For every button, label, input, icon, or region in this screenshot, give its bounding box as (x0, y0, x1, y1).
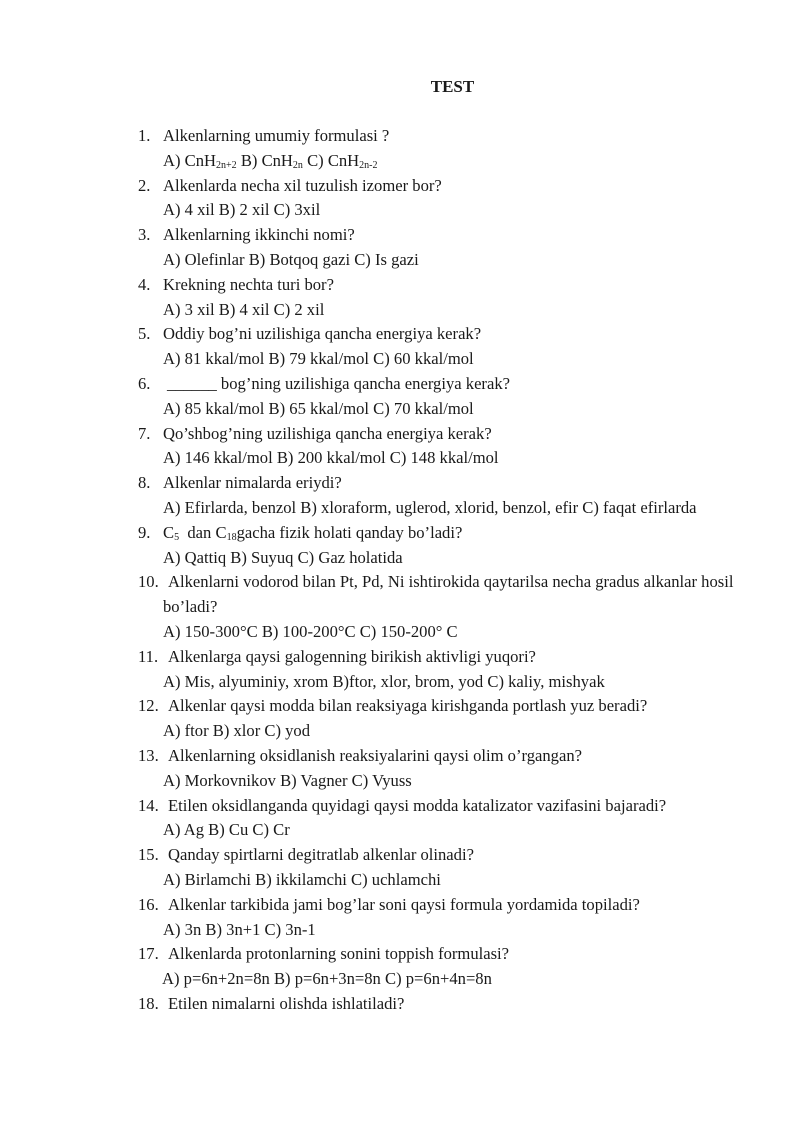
question-7 (138, 422, 758, 447)
question-number: 3. (138, 225, 151, 245)
question-text: ______ bog’ning uzilishiga qancha energiya kerak? (167, 373, 510, 393)
question-number: 12. (138, 696, 159, 716)
question-text: Alkenlarda protonlarning sonini toppish formulasi? (168, 944, 510, 964)
question-text: Alkenlar tarkibida jami bog’lar soni qaysi formula yordamida topiladi? (168, 894, 640, 914)
question-number: 15. (138, 845, 159, 865)
formula-c: CnH (327, 150, 360, 170)
formula-b: CnH (261, 150, 293, 170)
question-text: Alkenlarning oksidlanish reaksiyalarini qaysi olim o’rgangan? (168, 745, 582, 765)
question-number: 14. (138, 795, 159, 815)
question-11 (138, 645, 758, 670)
answer-options-10: A) 150-300°C B) 100-200°C C) 150-200° C (163, 621, 458, 641)
question-16 (138, 893, 758, 918)
question-number: 2. (138, 175, 151, 195)
question-8 (138, 471, 758, 496)
question-number: 5. (138, 324, 151, 344)
answer-options-8: A) Efirlarda, benzol B) xloraform, uglerod, xlorid, benzol, efir C) faqat efirlarda (163, 497, 697, 517)
question-text: Alkenlarga qaysi galogenning birikish aktivligi yuqori? (168, 646, 536, 666)
question-text: Qo’shbog’ning uzilishiga qancha energiya kerak? (163, 423, 492, 443)
question-4 (138, 273, 758, 298)
answer-options-11: A) Mis, alyuminiy, xrom B)ftor, xlor, brom, yod C) kaliy, mishyak (163, 671, 605, 691)
formula-a: CnH (184, 150, 217, 170)
question-number: 8. (138, 473, 151, 493)
question-text: $C_5$ dan $C_{18}gacha$ fizik holati qanday bo’ladi? (163, 522, 463, 543)
fill-in-blank: ______ (167, 373, 217, 393)
answer-options-1: A) CnH$_{2n+2}$ B) CnH$_{2n}$ C) CnH$_{2n-2}$ (163, 150, 378, 171)
question-5 (138, 322, 758, 347)
question-number: 11. (138, 646, 159, 666)
question-number: 18. (138, 993, 159, 1013)
answer-options-5: A) 81 kkal/mol B) 79 kkal/mol C) 60 kkal/mol (163, 349, 474, 369)
question-text: Etilen nimalarni olishda ishlatiladi? (168, 993, 405, 1013)
question-number: 4. (138, 274, 151, 294)
answer-options-4: A) 3 xil B) 4 xil C) 2 xil (163, 299, 325, 319)
question-number: 7. (138, 423, 151, 443)
question-number: 9. (138, 522, 151, 542)
question-13 (138, 744, 758, 769)
question-text: Qanday spirtlarni degitratlab alkenlar olinadi? (168, 845, 474, 865)
answer-options-2: A) 4 xil B) 2 xil C) 3xil (163, 200, 321, 220)
question-number: 6. (138, 373, 151, 393)
answer-options-15: A) Birlamchi B) ikkilamchi C) uchlamchi (163, 869, 441, 889)
question-text: Oddiy bog’ni uzilishiga qancha energiya kerak? (163, 324, 482, 344)
answer-options-3: A) Olefinlar B) Botqoq gazi C) Is gazi (163, 249, 419, 269)
question-number: 1. (138, 126, 151, 145)
question-text: Alkenlarning umumiy formulasi ? (163, 126, 390, 145)
question-10 (138, 570, 758, 620)
question-14 (138, 794, 758, 819)
question-number: 16. (138, 894, 159, 914)
question-number: 13. (138, 745, 159, 765)
question-text: Alkenlar qaysi modda bilan reaksiyaga kirishganda portlash yuz beradi? (168, 696, 648, 716)
question-list (138, 124, 758, 1017)
question-text: Alkenlarni vodorod bilan Pt, Pd, Ni ishtirokida qaytarilsa necha gradus alkanlar hosil bo’ladi? (163, 572, 734, 617)
answer-options-14: A) Ag B) Cu C) Cr (163, 820, 290, 840)
question-9 (138, 521, 758, 546)
question-6 (138, 372, 758, 397)
answer-options-17: A) p=6n+2n=8n B) p=6n+3n=8n C) p=6n+4n=8n (162, 969, 492, 989)
question-text: Alkenlarning ikkinchi nomi? (163, 225, 355, 245)
answer-options-16: A) 3n B) 3n+1 C) 3n-1 (163, 919, 316, 939)
question-18 (138, 992, 758, 1017)
question-15 (138, 843, 758, 868)
question-text: Krekning nechta turi bor? (163, 274, 334, 294)
answer-options-7: A) 146 kkal/mol B) 200 kkal/mol C) 148 kkal/mol (163, 448, 499, 468)
question-2 (138, 174, 758, 199)
question-17 (138, 942, 758, 967)
answer-options-9: A) Qattiq B) Suyuq C) Gaz holatida (163, 547, 403, 567)
question-number: 10. (138, 572, 159, 592)
answer-options-12: A) ftor B) xlor C) yod (163, 721, 311, 741)
question-number: 17. (138, 944, 159, 964)
question-1 (138, 124, 758, 149)
question-text: Alkenlarda necha xil tuzulish izomer bor? (163, 175, 442, 195)
question-12 (138, 694, 758, 719)
question-text: Etilen oksidlanganda quyidagi qaysi modda katalizator vazifasini bajaradi? (168, 795, 667, 815)
page-title: TEST (430, 77, 475, 96)
question-text: Alkenlar nimalarda eriydi? (163, 473, 342, 493)
answer-options-6: A) 85 kkal/mol B) 65 kkal/mol C) 70 kkal/mol (163, 398, 474, 418)
question-3 (138, 223, 758, 248)
answer-options-13: A) Morkovnikov B) Vagner C) Vyuss (163, 770, 412, 790)
